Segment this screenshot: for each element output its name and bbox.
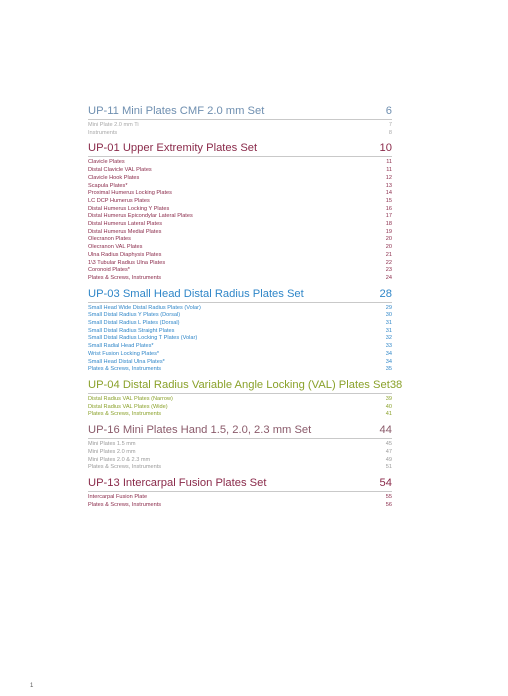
section-title: UP-16 Mini Plates Hand 1.5, 2.0, 2.3 mm Set [88,424,312,437]
section-page-number: 6 [385,105,392,117]
entry-label: Wrist Fusion Locking Plates* [88,350,160,357]
section-title: UP-11 Mini Plates CMF 2.0 mm Set [88,105,265,117]
entry-label: Distal Humerus Epicondylar Lateral Plates [88,213,193,220]
entry-page-number: 16 [385,205,392,212]
entry-page-number: 7 [388,122,392,128]
entry-label: Ulna Radius Diaphysis Plates [88,251,162,258]
toc-entry[interactable] [88,396,392,404]
entry-label: Mini Plates 2.0 & 2.3 mm [88,456,151,463]
entry-label: Plates & Screws, Instruments [88,411,162,418]
toc-entry[interactable] [88,359,392,367]
entry-page-number: 11 [386,167,392,174]
entry-label: Small Distal Radius Locking T Plates (Volar) [88,335,198,342]
entry-label: Small Head Distal Ulna Plates* [88,358,165,365]
toc-entry[interactable] [88,236,392,244]
toc-entry[interactable] [88,343,392,351]
toc-entry[interactable] [88,441,392,449]
entry-page-number: 31 [385,320,392,327]
entry-label: Distal Humerus Locking Y Plates [88,205,170,212]
entry-label: Mini Plates 2.0 mm [88,448,136,455]
toc-entry[interactable] [88,305,392,313]
toc-section [88,476,392,509]
toc-entry[interactable] [88,464,392,472]
entry-page-number: 34 [385,350,392,357]
toc-entry[interactable] [88,411,392,419]
entry-page-number: 17 [385,213,392,220]
entry-page-number: 15 [385,197,392,204]
entry-page-number: 14 [385,190,392,197]
entry-page-number: 31 [385,327,392,334]
entry-label: Olecranon VAL Plates [88,244,143,251]
toc-entry[interactable] [88,328,392,336]
section-heading[interactable] [88,423,392,439]
entry-page-number: 56 [385,501,392,508]
section-page-number: 38 [389,378,403,391]
section-page-number: 44 [379,424,392,437]
entry-page-number: 47 [385,448,392,455]
entry-label: Distal Humerus Lateral Plates [88,221,162,228]
toc-entry[interactable] [88,335,392,343]
entry-page-number: 39 [385,395,392,402]
entry-label: Plates & Screws, Instruments [88,501,162,508]
entry-label: Small Distal Radius Y Plates (Dorsal) [88,312,181,319]
toc-section [88,141,392,282]
toc-section [88,104,392,137]
toc-entry[interactable] [88,366,392,374]
toc-entry[interactable] [88,229,392,237]
section-title: UP-04 Distal Radius Variable Angle Locking (VAL) Plates Set [88,378,390,391]
toc-entry[interactable] [88,275,392,283]
section-heading[interactable] [88,476,392,492]
entry-page-number: 18 [385,221,392,228]
section-heading[interactable] [88,104,392,120]
entry-label: Small Distal Radius L Plates (Dorsal) [88,320,180,327]
toc-entry[interactable] [88,457,392,465]
entry-label: Clavicle Hook Plates [88,174,140,181]
toc-entry[interactable] [88,502,392,510]
toc-entry[interactable] [88,351,392,359]
page-number: 1 [30,683,34,689]
entry-label: Distal Humerus Medial Plates [88,228,162,235]
toc-entry[interactable] [88,449,392,457]
entry-label: Coronoid Plates* [88,267,130,274]
entry-page-number: 23 [385,267,392,274]
toc-entry[interactable] [88,183,392,191]
section-heading[interactable] [88,287,392,303]
entry-page-number: 20 [385,244,392,251]
entry-label: 1\3 Tubular Radius Ulna Plates [88,259,166,266]
toc-entry[interactable] [88,175,392,183]
toc-entry[interactable] [88,312,392,320]
toc-entry[interactable] [88,206,392,214]
entry-page-number: 19 [385,228,392,235]
toc-entry[interactable] [88,213,392,221]
toc-section [88,287,392,374]
entry-label: Intercarpal Fusion Plate [88,493,148,500]
section-title: UP-03 Small Head Distal Radius Plates Set [88,287,304,300]
entry-page-number: 11 [386,159,392,166]
toc-entry[interactable] [88,159,392,167]
entry-page-number: 32 [385,335,392,342]
entry-label: Distal Radius VAL Plates (Wide) [88,403,168,410]
section-title: UP-13 Intercarpal Fusion Plates Set [88,476,267,489]
entry-label: Small Radial Head Plates* [88,343,154,350]
toc-entry[interactable] [88,244,392,252]
section-page-number: 54 [379,476,392,489]
entry-page-number: 30 [385,312,392,319]
section-heading[interactable] [88,141,392,157]
entry-page-number: 45 [385,441,392,448]
toc-entry[interactable] [88,130,392,138]
section-heading[interactable] [88,378,403,394]
toc-entry[interactable] [88,122,392,130]
entry-label: Distal Radius VAL Plates (Narrow) [88,395,173,402]
section-page-number: 10 [379,142,392,155]
entry-page-number: 8 [388,129,392,136]
section-title: UP-01 Upper Extremity Plates Set [88,142,258,155]
entry-page-number: 55 [385,493,392,500]
toc-entry[interactable] [88,221,392,229]
section-page-number: 28 [379,287,392,300]
entry-page-number: 24 [385,274,392,281]
entry-label: Plates & Screws, Instruments [88,464,162,471]
entry-label: Instruments [88,129,118,136]
entry-page-number: 22 [385,259,392,266]
toc-entry[interactable] [88,167,392,175]
entry-label: Mini Plates 1.5 mm [88,441,136,448]
entry-label: Distal Clavicle VAL Plates [88,167,152,174]
entry-page-number: 12 [385,174,392,181]
entry-label: Small Distal Radius Straight Plates [88,327,175,334]
toc-entry[interactable] [88,252,392,260]
toc-entry[interactable] [88,404,392,412]
toc-section [88,423,392,472]
entry-label: Small Head Wide Distal Radius Plates (Volar) [88,304,201,311]
toc-entry[interactable] [88,198,392,206]
entry-label: LC DCP Humerus Plates [88,197,150,204]
entry-page-number: 51 [385,464,392,471]
toc-entry[interactable] [88,494,392,502]
table-of-contents [88,104,403,513]
entry-label: Olecranon Plates [88,236,131,243]
toc-entry[interactable] [88,320,392,328]
entry-label: Plates & Screws, Instruments [88,274,162,281]
entry-page-number: 33 [385,343,392,350]
entry-page-number: 35 [385,366,392,373]
entry-page-number: 49 [385,456,392,463]
entry-label: Scapula Plates* [88,182,128,189]
toc-section [88,378,403,419]
entry-page-number: 41 [385,411,392,418]
entry-page-number: 20 [385,236,392,243]
toc-entry[interactable] [88,267,392,275]
entry-label: Proximal Humerus Locking Plates [88,190,172,197]
entry-page-number: 21 [385,251,392,258]
entry-page-number: 29 [385,304,392,311]
entry-label: Mini Plate 2.0 mm Ti [88,122,139,128]
entry-label: Clavicle Plates [88,159,125,166]
entry-page-number: 40 [385,403,392,410]
entry-page-number: 34 [385,358,392,365]
entry-page-number: 13 [385,182,392,189]
entry-label: Plates & Screws, Instruments [88,366,162,373]
toc-entry[interactable] [88,260,392,268]
toc-entry[interactable] [88,190,392,198]
